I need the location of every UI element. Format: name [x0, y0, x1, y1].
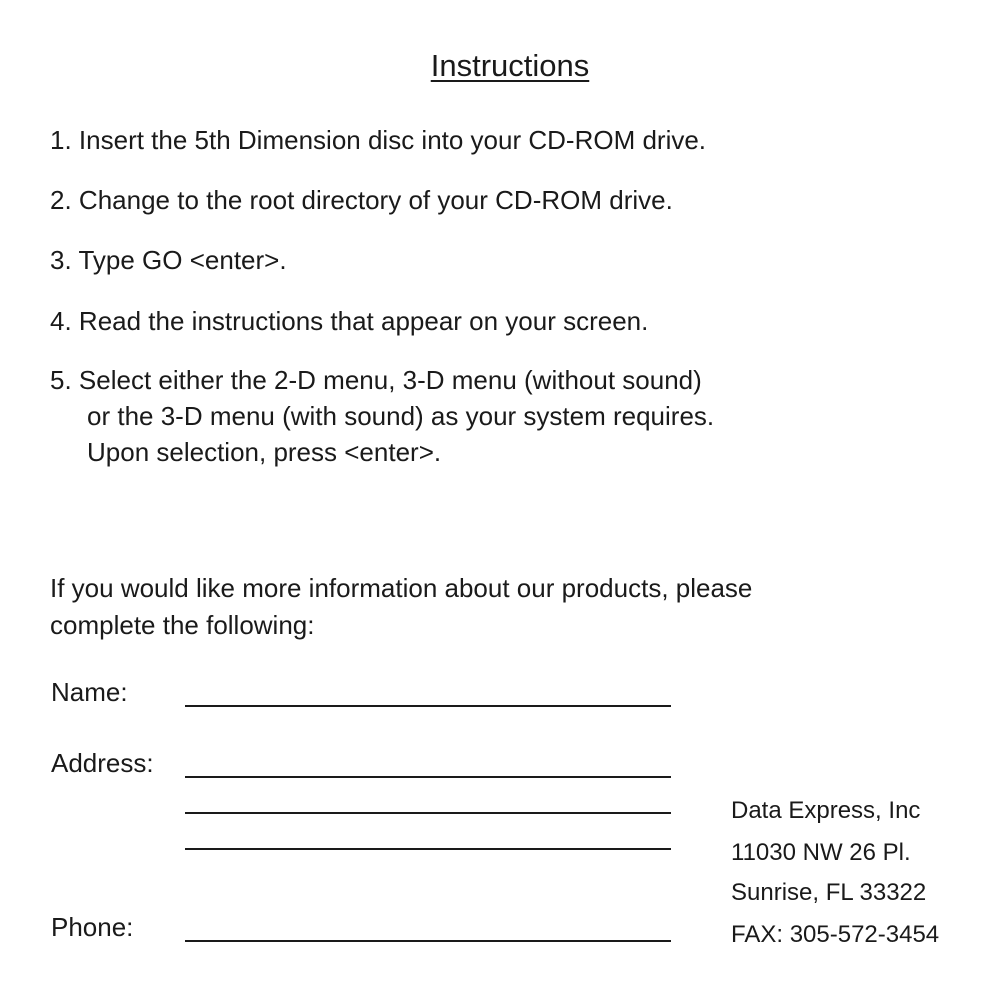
company-street: 11030 NW 26 Pl. [731, 839, 911, 866]
instruction-step-3 [50, 242, 287, 278]
page-title: Instructions [430, 48, 590, 83]
step-number: 2. [50, 185, 72, 215]
address-field-line-3[interactable] [185, 848, 671, 850]
company-city: Sunrise, FL 33322 [731, 879, 927, 906]
name-label: Name: [51, 677, 128, 707]
info-request-line-1: If you would like more information about our products, please [50, 573, 753, 603]
step-text-continued: or the 3-D menu (with sound) as your system requires. [87, 401, 715, 431]
address-label: Address: [51, 748, 154, 778]
step-text: Change to the root directory of your CD-ROM drive. [78, 185, 673, 215]
step-text: Read the instructions that appear on your screen. [78, 306, 649, 336]
step-text: Select either the 2-D menu, 3-D menu (without sound) [78, 365, 702, 395]
instruction-step-4 [50, 303, 648, 339]
phone-label: Phone: [51, 912, 134, 942]
phone-field-line[interactable] [185, 940, 671, 942]
info-request-line-2: complete the following: [50, 610, 315, 640]
instruction-step-5 [50, 362, 714, 470]
step-number: 4. [50, 306, 72, 336]
company-fax: FAX: 305-572-3454 [731, 921, 940, 948]
info-request-text [50, 570, 752, 644]
step-text-continued: Upon selection, press <enter>. [87, 437, 442, 467]
step-text: Type GO <enter>. [78, 245, 287, 275]
step-text: Insert the 5th Dimension disc into your CD-ROM drive. [78, 125, 707, 155]
instruction-step-1 [50, 122, 706, 158]
step-number: 5. [50, 365, 72, 395]
instruction-step-2 [50, 182, 673, 218]
step-number: 3. [50, 245, 72, 275]
company-name: Data Express, Inc [731, 797, 921, 824]
address-field-line-2[interactable] [185, 812, 671, 814]
address-field-line-1[interactable] [185, 776, 671, 778]
name-field-line[interactable] [185, 705, 671, 707]
step-number: 1. [50, 125, 72, 155]
